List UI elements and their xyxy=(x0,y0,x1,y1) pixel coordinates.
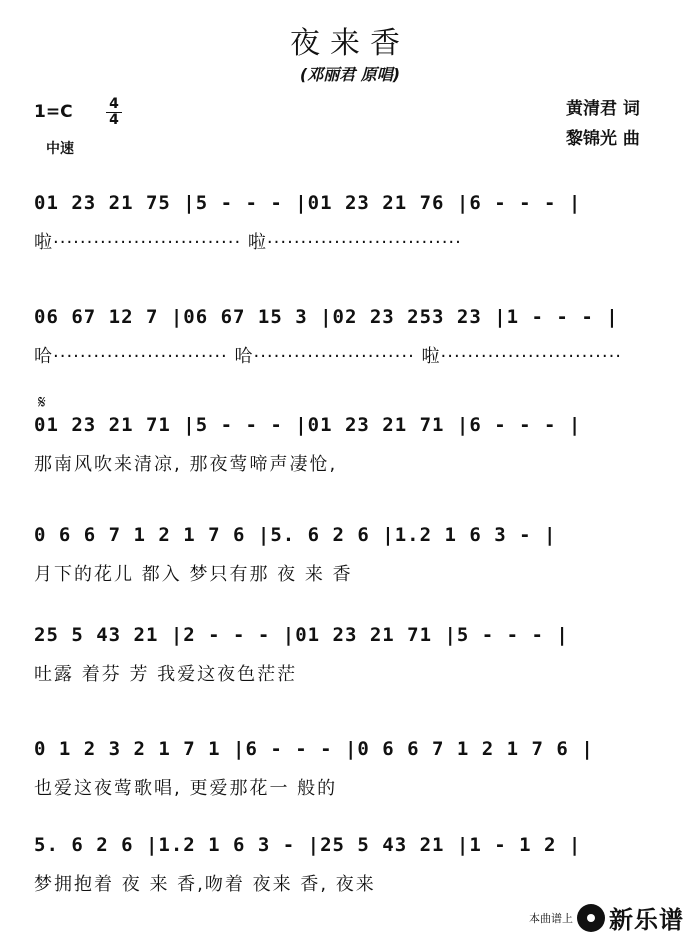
lyric-row: 梦拥抱着 夜 来 香,吻着 夜来 香, 夜来 xyxy=(34,874,376,895)
segno-sign: 𝄋 xyxy=(38,392,46,413)
notation-row: 01 23 21 71 |5 - - - |01 23 21 71 |6 - - - | xyxy=(34,414,582,436)
site-watermark xyxy=(529,900,684,935)
song-subtitle: (邓丽君 原唱) xyxy=(299,65,401,84)
record-disc-icon xyxy=(577,904,605,932)
brand-name: 新乐谱 xyxy=(609,906,684,934)
lyric-row: 吐露 着芬 芳 我爱这夜色茫茫 xyxy=(34,664,298,685)
notation-row: 01 23 21 75 |5 - - - |01 23 21 76 |6 - - - | xyxy=(34,192,582,214)
lyric-row: 哈·························· 哈························ 啦··························· xyxy=(34,346,623,367)
lyricist-credit: 黄清君 词 xyxy=(566,99,640,119)
notation-row: 0 1 2 3 2 1 7 1 |6 - - - |0 6 6 7 1 2 1 7 6 | xyxy=(34,738,594,760)
watermark-caption: 本曲谱上 xyxy=(529,911,573,925)
notation-row: 5. 6 2 6 |1.2 1 6 3 - |25 5 43 21 |1 - 1 2 | xyxy=(34,834,582,856)
notation-row: 0 6 6 7 1 2 1 7 6 |5. 6 2 6 |1.2 1 6 3 - | xyxy=(34,524,557,546)
key-signature: 1=C xyxy=(34,102,73,122)
tempo-marking: 中速 xyxy=(46,141,74,157)
song-title: 夜来香 xyxy=(290,26,410,61)
notation-row: 06 67 12 7 |06 67 15 3 |02 23 253 23 |1 - - - | xyxy=(34,306,619,328)
lyric-row: 那南风吹来清凉, 那夜莺啼声凄怆, xyxy=(34,454,338,475)
lyric-row: 也爱这夜莺歌唱, 更爱那花一 般的 xyxy=(34,778,338,799)
time-signature xyxy=(106,97,122,128)
meter-bottom: 4 xyxy=(106,112,122,128)
lyric-row: 月下的花儿 都入 梦只有那 夜 来 香 xyxy=(34,564,353,585)
composer-credit: 黎锦光 曲 xyxy=(566,129,640,149)
notation-row: 25 5 43 21 |2 - - - |01 23 21 71 |5 - - - | xyxy=(34,624,569,646)
meter-top: 4 xyxy=(109,96,119,112)
lyric-row: 啦···························· 啦····························· xyxy=(34,232,462,253)
